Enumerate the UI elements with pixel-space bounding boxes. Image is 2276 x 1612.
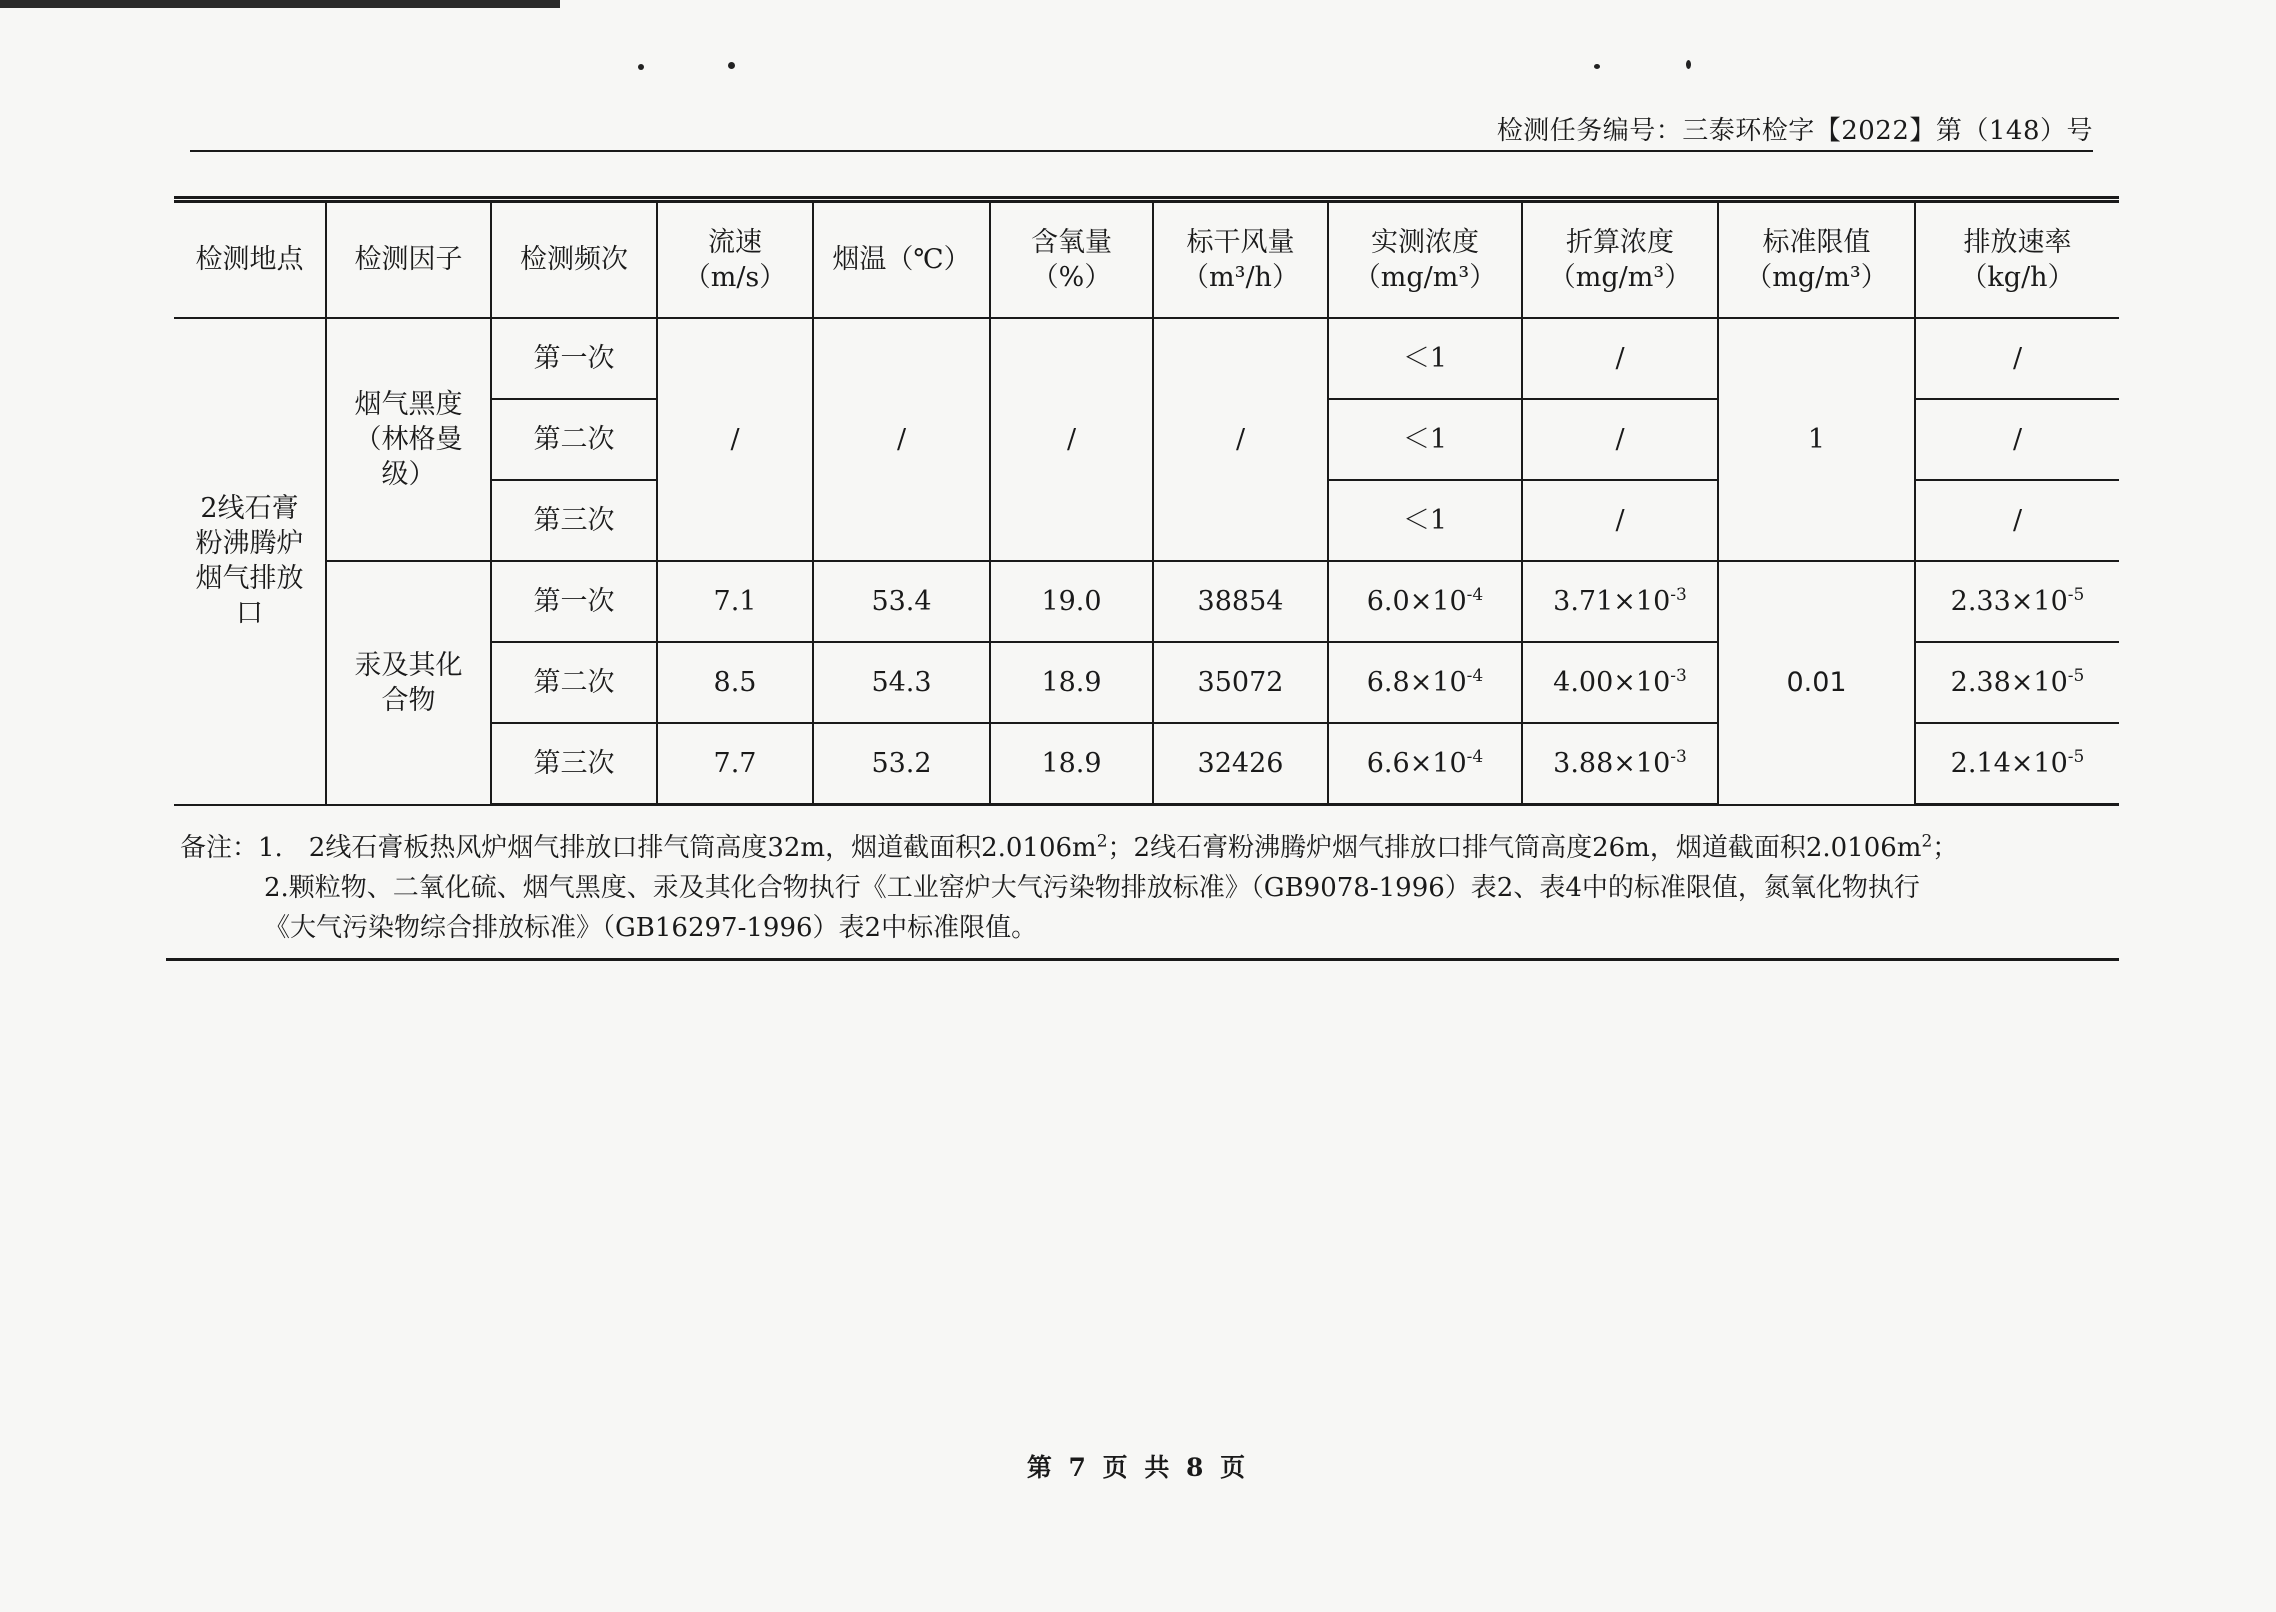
header-flow-speed: 流速 （m/s）: [657, 202, 813, 319]
remark-line-2: 2.颗粒物、二氧化硫、烟气黑度、汞及其化合物执行《工业窑炉大气污染物排放标准》（GB9078-1996）表2、表4中的标准限值，氮氧化物执行: [264, 873, 1920, 903]
airflow-cell: 32426: [1153, 723, 1328, 805]
standard-limit-cell: 0.01: [1718, 561, 1915, 805]
airflow-cell: 38854: [1153, 561, 1328, 642]
header-emission-rate: 排放速率 （kg/h）: [1915, 202, 2119, 319]
oxygen-cell: /: [990, 318, 1153, 561]
emission-rate-cell: $2.33\times 10^{-5}$: [1915, 561, 2119, 642]
flow-speed-cell: 7.1: [657, 561, 813, 642]
converted-concentration-cell: /: [1522, 399, 1718, 480]
emission-rate-cell: /: [1915, 399, 2119, 480]
actual-concentration-cell: $6.0\times 10^{-4}$: [1328, 561, 1522, 642]
remarks-bottom-rule: [166, 958, 2119, 961]
frequency-cell: 第三次: [491, 723, 657, 805]
header-factor: 检测因子: [326, 202, 491, 319]
actual-concentration-cell: ＜1: [1328, 480, 1522, 561]
converted-concentration-cell: $4.00\times 10^{-3}$: [1522, 642, 1718, 723]
scan-speck: [638, 64, 644, 70]
actual-concentration-cell: $6.8\times 10^{-4}$: [1328, 642, 1522, 723]
scan-speck: [728, 62, 735, 69]
converted-concentration-cell: /: [1522, 480, 1718, 561]
scan-speck: [1686, 60, 1691, 69]
frequency-cell: 第三次: [491, 480, 657, 561]
oxygen-cell: 19.0: [990, 561, 1153, 642]
standard-limit-cell: 1: [1718, 318, 1915, 561]
flow-speed-cell: 8.5: [657, 642, 813, 723]
temperature-cell: /: [813, 318, 990, 561]
factor-cell: 汞及其化合物: [326, 561, 491, 805]
factor-cell: 烟气黑度（林格曼级）: [326, 318, 491, 561]
table-row: [174, 318, 2119, 399]
page-number: 第 7 页 共 8 页: [1026, 1453, 1250, 1482]
converted-concentration-cell: $3.71\times 10^{-3}$: [1522, 561, 1718, 642]
emission-rate-cell: /: [1915, 480, 2119, 561]
remarks: [180, 828, 2110, 948]
emission-data-table: [174, 200, 2119, 806]
table-row: [174, 561, 2119, 642]
header-standard-limit: 标准限值 （mg/m³）: [1718, 202, 1915, 319]
remark-line-1: 备注：1. 2线石膏板热风炉烟气排放口排气筒高度32m，烟道截面积$2.0106m^2$；2线石膏粉沸腾炉烟气排放口排气筒高度26m，烟道截面积$2.0106m^2$；: [180, 831, 1959, 863]
frequency-cell: 第一次: [491, 318, 657, 399]
converted-concentration-cell: /: [1522, 318, 1718, 399]
table-top-rule: [174, 196, 2119, 199]
frequency-cell: 第二次: [491, 399, 657, 480]
header-oxygen: 含氧量 （%）: [990, 202, 1153, 319]
flow-speed-cell: 7.7: [657, 723, 813, 805]
header-location: 检测地点: [174, 202, 326, 319]
actual-concentration-cell: ＜1: [1328, 399, 1522, 480]
scan-speck: [1594, 64, 1600, 69]
converted-concentration-cell: $3.88\times 10^{-3}$: [1522, 723, 1718, 805]
airflow-cell: 35072: [1153, 642, 1328, 723]
emission-rate-cell: /: [1915, 318, 2119, 399]
temperature-cell: 53.4: [813, 561, 990, 642]
emission-rate-cell: $2.38\times 10^{-5}$: [1915, 642, 2119, 723]
emission-rate-cell: $2.14\times 10^{-5}$: [1915, 723, 2119, 805]
flow-speed-cell: /: [657, 318, 813, 561]
scan-edge-shadow: [0, 0, 560, 8]
table-header-row: [174, 202, 2119, 319]
header-rule: [190, 150, 2093, 152]
oxygen-cell: 18.9: [990, 723, 1153, 805]
header-temperature: 烟温（℃）: [813, 202, 990, 319]
actual-concentration-cell: ＜1: [1328, 318, 1522, 399]
location-cell: 2线石膏粉沸腾炉烟气排放口: [174, 318, 326, 805]
temperature-cell: 53.2: [813, 723, 990, 805]
header-converted-concentration: 折算浓度 （mg/m³）: [1522, 202, 1718, 319]
frequency-cell: 第一次: [491, 561, 657, 642]
remark-line-3: 《大气污染物综合排放标准》（GB16297-1996）表2中标准限值。: [264, 913, 1038, 943]
header-actual-concentration: 实测浓度 （mg/m³）: [1328, 202, 1522, 319]
temperature-cell: 54.3: [813, 642, 990, 723]
airflow-cell: /: [1153, 318, 1328, 561]
header-airflow: 标干风量 （m³/h）: [1153, 202, 1328, 319]
header-frequency: 检测频次: [491, 202, 657, 319]
task-number: 检测任务编号：三泰环检字【2022】第（148）号: [1496, 116, 2093, 146]
actual-concentration-cell: $6.6\times 10^{-4}$: [1328, 723, 1522, 805]
oxygen-cell: 18.9: [990, 642, 1153, 723]
frequency-cell: 第二次: [491, 642, 657, 723]
